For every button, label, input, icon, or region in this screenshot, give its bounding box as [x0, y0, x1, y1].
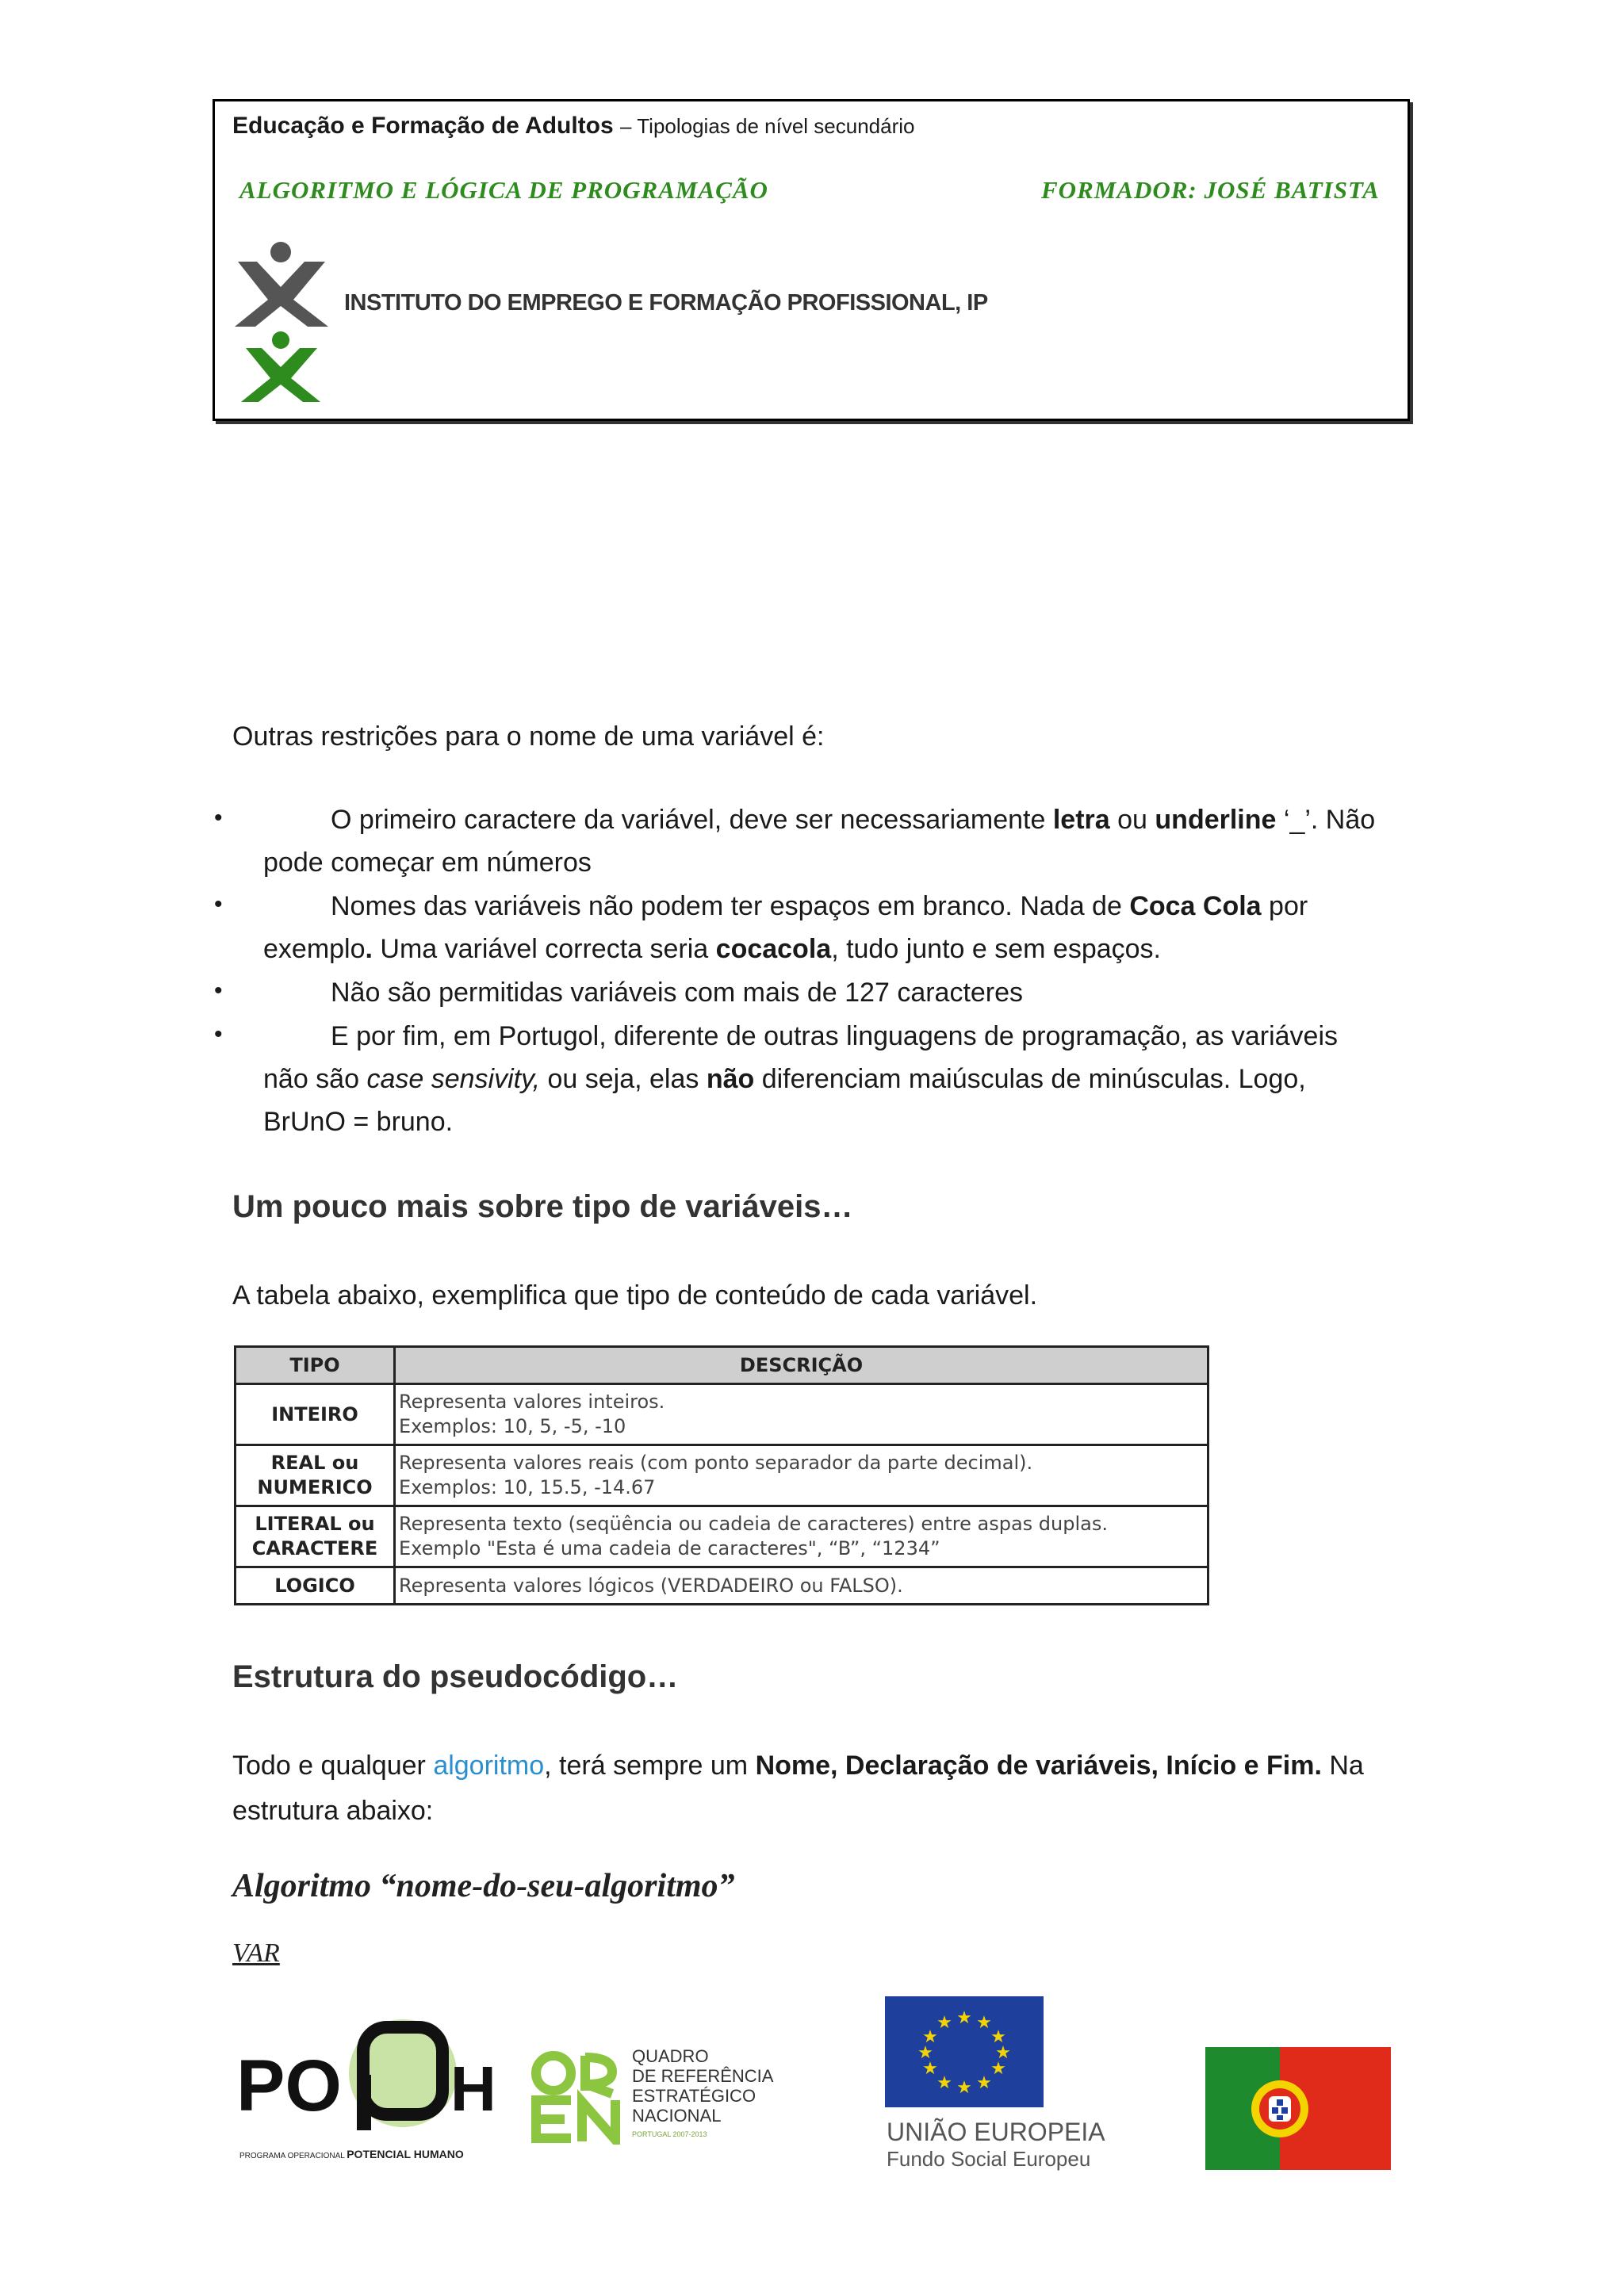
- table-cell-desc: Representa valores reais (com ponto separador da parte decimal). Exemplos: 10, 15.5, -14.67: [395, 1445, 1208, 1506]
- iefp-logo-icon: [232, 238, 335, 408]
- svg-text:★: ★: [922, 2059, 938, 2079]
- bullet-4-line-2: não são case sensivity, ou seja, elas não diferenciam maiúsculas de minúsculas. Logo,: [263, 1064, 1306, 1094]
- poph-logo: [236, 2011, 506, 2146]
- svg-text:★: ★: [995, 2043, 1011, 2063]
- svg-text:PO: PO: [236, 2045, 342, 2126]
- course-title: ALGORITMO E LÓGICA DE PROGRAMAÇÃO: [239, 176, 768, 204]
- svg-text:★: ★: [917, 2043, 933, 2063]
- poph-subtitle: PROGRAMA OPERACIONAL POTENCIAL HUMANO: [239, 2148, 464, 2160]
- table-row: [236, 1506, 1208, 1567]
- bullet-2-line-2: exemplo. Uma variável correcta seria cocacola, tudo junto e sem espaços.: [263, 934, 1161, 964]
- svg-text:★: ★: [956, 2008, 972, 2028]
- header-title-main: Educação e Formação de Adultos: [232, 113, 614, 139]
- qren-text: QUADRO DE REFERÊNCIA ESTRATÉGICO NACIONAL: [632, 2046, 774, 2126]
- svg-text:★: ★: [936, 2013, 952, 2033]
- eu-text: UNIÃO EUROPEIA: [887, 2118, 1105, 2146]
- table-cell-desc: Representa valores inteiros. Exemplos: 10, 5, -5, -10: [395, 1384, 1208, 1445]
- table-cell-desc: Representa valores lógicos (VERDADEIRO ou FALSO).: [395, 1567, 1208, 1605]
- eu-flag-icon: [885, 1996, 1044, 2107]
- variable-types-table: [234, 1345, 1209, 1605]
- table-intro-text: A tabela abaixo, exemplifica que tipo de conteúdo de cada variável.: [232, 1280, 1038, 1311]
- bullet-4-line-1: E por fim, em Portugol, diferente de outras linguagens de programação, as variáveis: [331, 1021, 1339, 1051]
- algoritmo-link[interactable]: algoritmo: [433, 1751, 545, 1781]
- table-cell-tipo: INTEIRO: [236, 1384, 395, 1445]
- bullet-3-line-1: Não são permitidas variáveis com mais de 127 caracteres: [331, 978, 1024, 1008]
- bullet-1-line-1: O primeiro caractere da variável, deve ser necessariamente letra ou underline ‘_’. Não: [331, 805, 1376, 835]
- bullet-dot: •: [214, 1021, 223, 1047]
- svg-text:★: ★: [990, 2027, 1006, 2047]
- svg-text:★: ★: [976, 2073, 992, 2093]
- poph-logo-icon: [236, 2011, 506, 2146]
- svg-text:★: ★: [936, 2073, 952, 2093]
- header-box: [213, 99, 1410, 421]
- intro-text: Outras restrições para o nome de uma variável é:: [232, 721, 825, 752]
- table-row: [236, 1384, 1208, 1445]
- algorithm-line: Algoritmo “nome-do-seu-algoritmo”: [232, 1868, 735, 1904]
- table-cell-tipo: REAL ou NUMERICO: [236, 1445, 395, 1506]
- bullet-2-line-1: Nomes das variáveis não podem ter espaços em branco. Nada de Coca Cola por: [331, 891, 1308, 921]
- header-title: [232, 113, 915, 140]
- qren-year: PORTUGAL 2007-2013: [632, 2130, 707, 2138]
- svg-text:★: ★: [976, 2013, 992, 2033]
- table-row: [236, 1567, 1208, 1605]
- table-cell-tipo: LITERAL ou CARACTERE: [236, 1506, 395, 1567]
- section-heading-variable-types: Um pouco mais sobre tipo de variáveis…: [232, 1189, 853, 1224]
- structure-text-line-2: estrutura abaixo:: [232, 1796, 434, 1826]
- eu-subtext: Fundo Social Europeu: [887, 2147, 1091, 2171]
- table-header-descricao: DESCRIÇÃO: [395, 1347, 1208, 1384]
- structure-text-line-1: Todo e qualquer algoritmo, terá sempre um Nome, Declaração de variáveis, Início e Fim. Na: [232, 1751, 1364, 1781]
- institute-name: INSTITUTO DO EMPREGO E FORMAÇÃO PROFISSIONAL, IP: [344, 290, 988, 316]
- section-heading-pseudocode: Estrutura do pseudocódigo…: [232, 1659, 679, 1694]
- svg-text:★: ★: [922, 2027, 938, 2047]
- trainer-title: FORMADOR: JOSÉ BATISTA: [1041, 176, 1380, 204]
- svg-text:H: H: [450, 2053, 496, 2124]
- table-header-row: [236, 1347, 1208, 1384]
- bullet-dot: •: [214, 978, 223, 1004]
- qren-logo-icon: [530, 2049, 629, 2145]
- var-line: VAR: [232, 1938, 280, 1968]
- bullet-dot: •: [214, 805, 223, 831]
- bullet-dot: •: [214, 891, 223, 917]
- bullet-1-line-2: pode começar em números: [263, 848, 592, 878]
- table-cell-desc: Representa texto (seqüência ou cadeia de caracteres) entre aspas duplas. Exemplo "Esta é uma cadeia de caracteres", “B”, “1234”: [395, 1506, 1208, 1567]
- portugal-flag-icon: [1205, 2047, 1391, 2170]
- table-row: [236, 1445, 1208, 1506]
- header-subtitle: – Tipologias de nível secundário: [620, 114, 915, 138]
- svg-text:★: ★: [956, 2078, 972, 2098]
- bullet-4-line-3: BrUnO = bruno.: [263, 1107, 454, 1137]
- svg-text:★: ★: [990, 2059, 1006, 2079]
- table-header-tipo: TIPO: [236, 1347, 395, 1384]
- table-cell-tipo: LOGICO: [236, 1567, 395, 1605]
